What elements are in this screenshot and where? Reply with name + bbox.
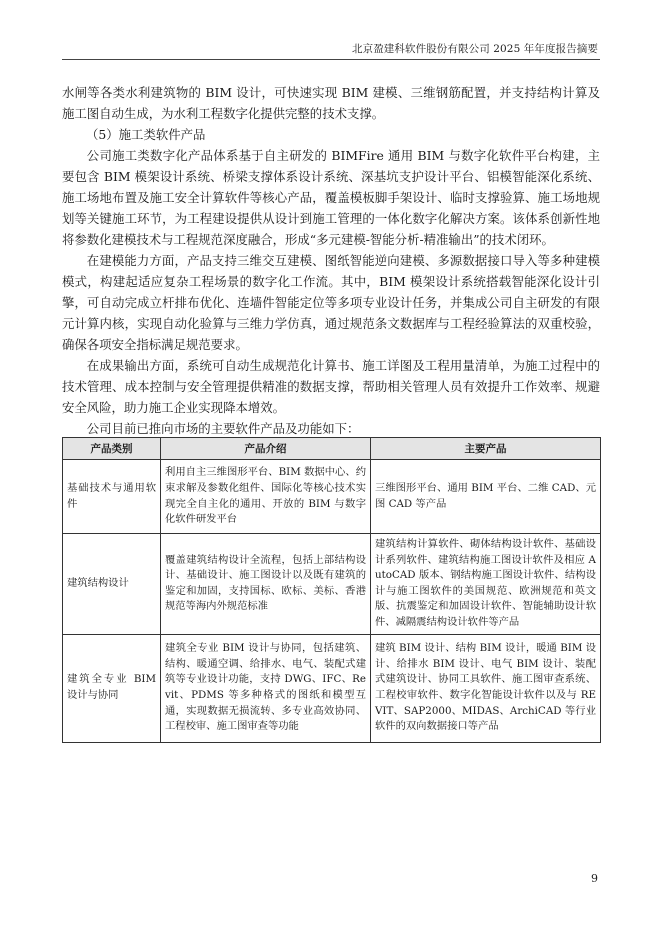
report-header: 北京盈建科软件股份有限公司 2025 年年度报告摘要 — [352, 43, 598, 55]
table-cell-intro: 建筑全专业 BIM 设计与协同，包括建筑、结构、暖通空调、给排水、电气、装配式建筑等专业设计功能，支持 DWG、IFC、Revit、PDMS 等多种格式的图纸和模型互通，实现数据无损流转、多专业高效协同、工程校审、施工图审查等功能 — [161, 634, 371, 742]
table-header-intro: 产品介绍 — [161, 438, 371, 460]
table-cell-intro: 利用自主三维图形平台、BIM 数据中心、约束求解及参数化组件、国际化等核心技术实现完全自主化的通用、开放的 BIM 与数字化软件研发平台 — [161, 460, 371, 534]
table-cell-category: 建筑全专业 BIM 设计与协同 — [63, 634, 161, 742]
body-text — [62, 82, 600, 439]
table-cell-category: 建筑结构设计 — [63, 534, 161, 635]
table-cell-products: 建筑 BIM 设计、结构 BIM 设计，暖通 BIM 设计、给排水 BIM 设计、电气 BIM 设计、装配式建筑设计、协同工具软件、施工图审查系统、工程校审软件、数字化智能设计软件以及与 REVIT、SAP2000、MIDAS、ArchiCAD 等行业软件的双向数据接口等产品 — [371, 634, 601, 742]
table-cell-products: 三维图形平台、通用 BIM 平台、二维 CAD、元图 CAD 等产品 — [371, 460, 601, 534]
table-header-category: 产品类别 — [63, 438, 161, 460]
section-heading-construction-software: （5）施工类软件产品 — [86, 127, 206, 142]
paragraph-output-capability: 在成果输出方面，系统可自动生成规范化计算书、施工详图及工程用量清单，为施工过程中的技术管理、成本控制与安全管理提供精准的数据支撑，帮助相关管理人员有效提升工作效率、规避安全风险，助力施工企业实现降本增效。 — [62, 358, 600, 415]
page-number: 9 — [591, 872, 598, 885]
header-divider — [62, 59, 600, 60]
table-cell-products: 建筑结构计算软件、砌体结构设计软件、基础设计系列软件、建筑结构施工图设计软件及相应 AutoCAD 版本、钢结构施工图设计软件、结构设计与施工图软件的美国规范、欧洲规范和英文版、抗震鉴定和加固设计软件、智能辅助设计软件、减隔震结构设计软件等产品 — [371, 534, 601, 635]
paragraph-water-conservancy: 水闸等各类水利建筑物的 BIM 设计，可快速实现 BIM 建模、三维钢筋配置，并支持结构计算及施工图自动生成，为水利工程数字化提供完整的技术支撑。 — [62, 85, 600, 121]
table-row — [63, 534, 601, 635]
table-cell-category: 基础技术与通用软件 — [63, 460, 161, 534]
products-table — [62, 437, 601, 743]
table-row — [63, 460, 601, 534]
paragraph-table-intro: 公司目前已推向市场的主要软件产品及功能如下： — [86, 421, 360, 436]
table-header-products: 主要产品 — [371, 438, 601, 460]
table-header-row — [63, 438, 601, 460]
table-row — [63, 634, 601, 742]
paragraph-modeling-capability: 在建模能力方面，产品支持三维交互建模、图纸智能逆向建模、多源数据接口导入等多种建模模式，构建起适应复杂工程场景的数字化工作流。其中，BIM 模架设计系统搭载智能深化设计引擎，可自动完成立杆排布优化、连墙件智能定位等多项专业设计任务，并集成公司自主研发的有限元计算内核，实现自动化验算与三维力学仿真，通过规范条文数据库与工程经验算法的双重校验，确保各项安全指标满足规范要求。 — [62, 253, 600, 352]
table-cell-intro: 覆盖建筑结构设计全流程，包括上部结构设计、基础设计、施工图设计以及既有建筑的鉴定和加固，支持国标、欧标、美标、香港规范等海内外规范标准 — [161, 534, 371, 635]
paragraph-construction-products: 公司施工类数字化产品体系基于自主研发的 BIMFire 通用 BIM 与数字化软件平台构建，主要包含 BIM 模架设计系统、桥梁支撑体系设计系统、深基坑支护设计平台、铝模智能深化系统、施工场地布置及施工安全计算软件等核心产品，覆盖模板脚手架设计、临时支撑验算、施工场地规划等关键施工环节，为工程建设提供从设计到施工管理的一体化数字化解决方案。该体系创新性地将参数化建模技术与工程规范深度融合，形成“多元建模-智能分析-精准输出”的技术闭环。 — [62, 148, 600, 247]
